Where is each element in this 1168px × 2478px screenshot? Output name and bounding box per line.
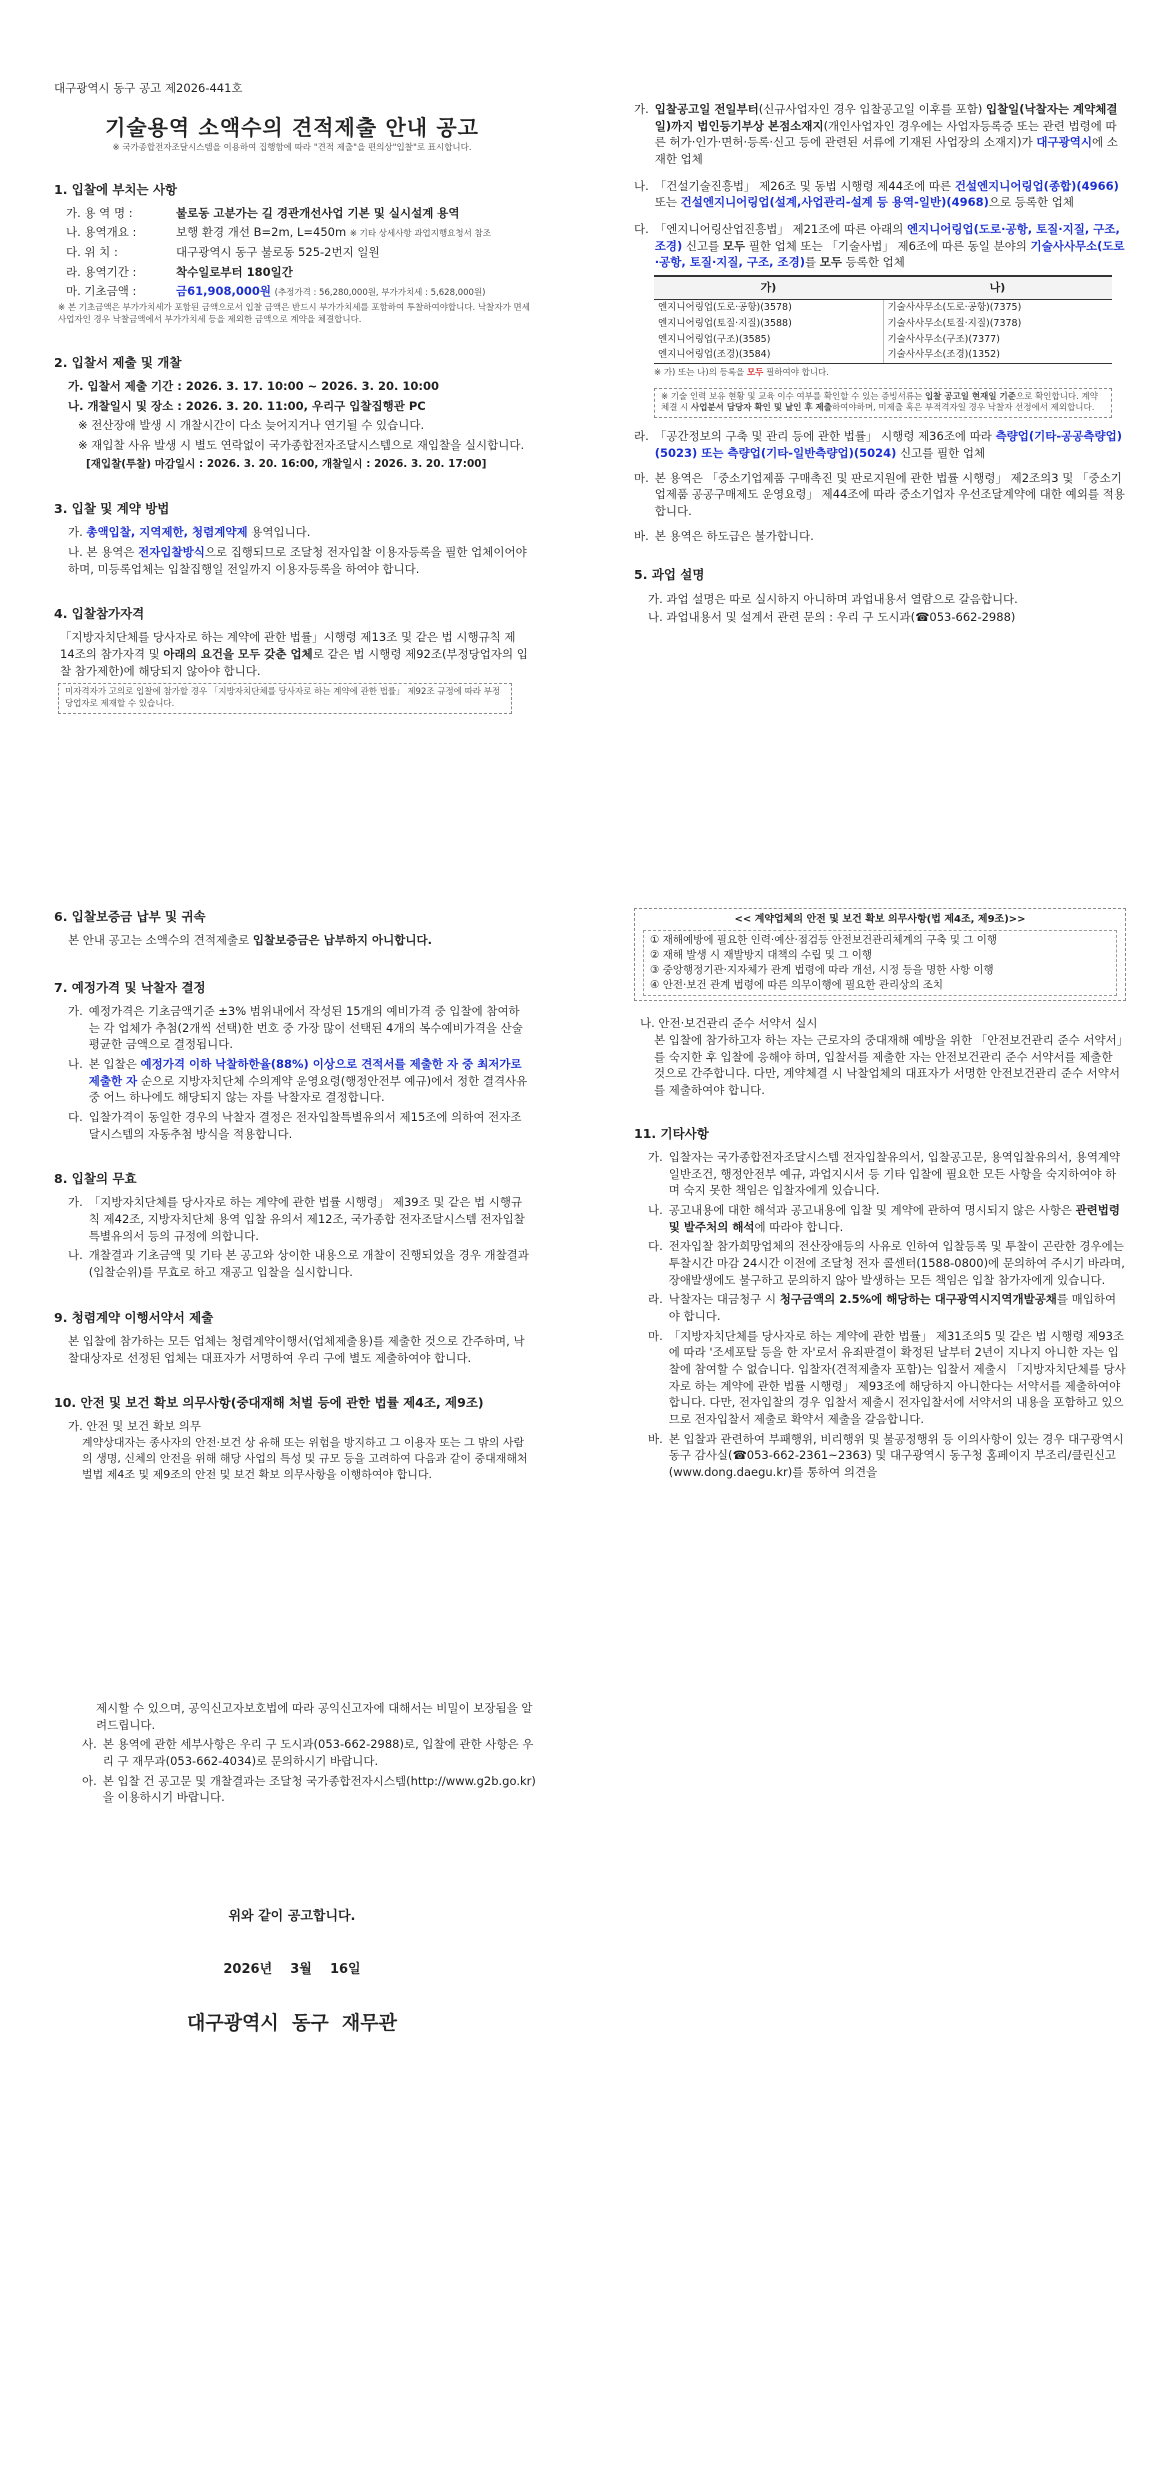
closing-date: 2026년 3월 16일 <box>223 1961 361 1977</box>
evidence-documents-box: ※ 기술 인력 보유 현황 및 교육 이수 여부를 확인할 수 있는 증빙서류는 입찰 공고일 현재일 기준으로 확인합니다. 계약체결 시 사업분서 담당자 확인 및 날인 후 제출하여야하며, 미제출 혹은 부적격자일 경우 낙찰자 선정에서 제외합니다. <box>654 388 1112 419</box>
safety-box-list <box>643 930 1117 997</box>
bid-item-label: 다. 위 치 : <box>66 245 118 260</box>
price-item-ga: 가. 예정가격은 기초금액기준 ±3% 범위내에서 작성된 15개의 예비가격 중 입찰에 참여하는 각 업체가 추첨(2개씩 선택)한 번호 중 가장 많이 선택된 4개의 복수예비가격을 산술평균한 금액으로 결정됩니다. <box>68 1003 523 1052</box>
closing-block <box>54 1908 530 2037</box>
misc-item-da: 다. 전자입찰 참가희망업체의 전산장애등의 사유로 인하여 입찰등록 및 투찰이 곤란한 경우에는 투찰시간 마감 24시간 이전에 조달청 전자 콜센터(1588-0800)에 문의하여 주시기 바라며, 장애발생에도 불구하고 문의하지 않아 발생하는 모든 책임은 입찰 참가자에게 있습니다. <box>648 1239 1125 1287</box>
bid-item-value: 불로동 고분가는 길 경관개선사업 기본 및 실시설계 용역 <box>176 205 460 220</box>
bid-item-row <box>54 205 530 222</box>
section-10-heading: 10. 안전 및 보건 확보 의무사항(중대재해 처벌 등에 관한 법률 제4조, 제9조) <box>54 1395 484 1411</box>
eligibility-item-ga: 가. 입찰공고일 전일부터(신규사업자인 경우 입찰공고일 이후를 포함) 입찰일(낙찰자는 계약체결일)까지 법인등기부상 본점소재지(개인사업자인 경우에는 사업자등록증 또는 관련 법령에 따른 허가·인가·면허·등록·신고 등에 관련된 서류에 기재된 사업장의 소재지)가 대구광역시에 소재한 업체 <box>634 102 1118 167</box>
bid-item-value: 착수일로부터 180일간 <box>176 264 293 279</box>
section-11-heading: 11. 기타사항 <box>634 1125 709 1141</box>
table-row: 엔지니어링업(토질·지질)(3588) 기술사사무소(토질·지질)(7378) <box>654 316 1112 332</box>
section-5-heading: 5. 과업 설명 <box>634 567 705 583</box>
contract-method <box>54 524 530 577</box>
bid-item-row <box>54 244 530 261</box>
task-explanation-a: 가. 과업 설명은 따로 실시하지 아니하며 과업내용서 열람으로 갈음합니다. <box>648 591 1018 606</box>
submission-info <box>54 378 530 472</box>
misc-item-ga: 가. 입찰자는 국가종합전자조달시스템 전자입찰유의서, 입찰공고문, 용역입찰유의서, 용역계약 일반조건, 행정안전부 예규, 과업지시서 등 기타 입찰에 필요한 모든 사항을 숙지하여야 하며 숙지 못한 책임은 입찰자에게 있습니다. <box>648 1149 1121 1198</box>
bid-item-note: (추정가격 : 56,280,000원, 부가가치세 : 5,628,000원) <box>274 288 486 299</box>
closing-line: 위와 같이 공고합니다. <box>228 1909 356 1924</box>
bid-item-note: ※ 기타 상세사항 과업지행요청서 참조 <box>349 229 491 240</box>
list-item: ④ 안전·보건 관계 법령에 따른 의무이행에 필요한 관리상의 조치 <box>650 979 944 992</box>
contract-method-b: 나. 본 용역은 전자입찰방식으로 집행되므로 조달청 전자입찰 이용자등록을 필한 업체이어야 하며, 미등록업체는 입찰집행일 전일까지 이용자등록을 하여야 합니다. <box>68 544 527 576</box>
license-table-header: 나) <box>883 276 1112 299</box>
eligibility-paragraph: 「지방자치단체를 당사자로 하는 계약에 관한 법률」시행령 제13조 및 같은 법 시행규칙 제14조의 참가자격 및 아래의 요건을 모두 갖춘 업체로 같은 법 시행령 제92조(부정당업자의 입찰 참가제한)에 해당되지 않아야 합니다. <box>60 630 528 678</box>
issuer-name: 대구광역시 동구 재무관 <box>187 2011 397 2034</box>
safety-duty-a-text: 계약상대자는 종사자의 안전·보건 상 유해 또는 위험을 방지하고 그 이용자 또는 그 밖의 사람의 생명, 신체의 안전을 위해 해당 사업의 특성 및 규모 등을 고려하여 다음과 같이 중대재해처벌법 제4조 및 제9조의 안전 및 보건 확보 의무사항을 이행하여야 합니다. <box>82 1436 528 1481</box>
page2-right-column <box>634 904 1126 1484</box>
misc-item-ra: 라. 낙찰자는 대금청구 시 청구금액의 2.5%에 해당하는 대구광역시지역개발공채를 매입하여야 합니다. <box>648 1292 1117 1323</box>
region-restriction: 대구광역시 <box>1036 135 1092 150</box>
safety-pledge <box>634 1015 1126 1098</box>
safety-duty-a: 가. 안전 및 보건 확보 의무 <box>68 1419 202 1434</box>
section-8-heading: 8. 입찰의 무효 <box>54 1171 137 1187</box>
section-7-heading: 7. 예정가격 및 낙찰자 결정 <box>54 979 206 995</box>
document-title: 기술용역 소액수의 견적제출 안내 공고 <box>105 115 479 140</box>
misc-item-sa: 사. 본 용역에 관한 세부사항은 우리 구 도시과(053-662-2988)로, 입찰에 관한 사항은 우리 구 재무과(053-662-4034)로 문의하시기 바랍니다. <box>82 1737 534 1769</box>
section-1-heading: 1. 입찰에 부치는 사항 <box>54 181 178 197</box>
list-item: ③ 중앙행정기관·지자체가 관계 법령에 따라 개선, 시정 등을 명한 사항 이행 <box>650 963 994 976</box>
base-price-note: ※ 본 기초금액은 부가가치세가 포함된 금액으로서 입찰 금액은 반드시 부가가치세를 포함하여 투찰하여야합니다. 낙찰자가 면세 사업자인 경우 낙찰금액에서 부가가치세 등을 제외한 금액으로 계약을 체결합니다. <box>58 303 530 325</box>
contract-method-a: 가. 총액입찰, 지역제한, 청렴계약제 용역입니다. <box>68 525 311 540</box>
misc-item-ba-continued: 제시할 수 있으며, 공익신고자보호법에 따라 공익신고자에 대해서는 비밀이 보장됨을 알려드립니다. <box>96 1701 533 1732</box>
price-and-winner <box>54 1003 530 1142</box>
invalidity-item-ga: 가. 「지방자치단체를 당사자로 하는 계약에 관한 법률 시행령」 제39조 및 같은 법 시행규칙 제42조, 지방자치단체 용역 입찰 유의서 제12조, 국가종합 전자조달시스템 전자입찰 특별유의서 등의 규정에 의합니다. <box>68 1195 525 1243</box>
opening-note-1: ※ 전산장애 발생 시 개찰시간이 다소 늦어지거나 연기될 수 있습니다. <box>78 418 425 433</box>
table-row: 엔지니어링업(조경)(3584) 기술사사무소(조경)(1352) <box>654 347 1112 363</box>
safety-pledge-text: 본 입찰에 참가하고자 하는 자는 근로자의 중대재해 예방을 위한 「안전보건관리 준수 서약서」를 숙지한 후 입찰에 응해야 하며, 입찰서를 제출한 자는 안전보건관리 준수 서약서를 제출한 것으로 간주합니다. 다만, 계약체결 시 낙찰업체의 대표자가 서명한 안전보건관리 준수 서약서를 제출하여야 합니다. <box>654 1033 1123 1098</box>
opening-datetime: 나. 개찰일시 및 장소 : 2026. 3. 20. 11:00, 우리구 입찰집행관 PC <box>68 398 426 413</box>
title-note: ※ 국가종합전자조달시스템을 이용하여 집행함에 따라 "견적 제출"을 편의상"입찰"로 표시합니다. <box>112 143 472 154</box>
eligibility-item-da: 다. 「엔지니어링산업진흥법」 제21조에 따른 아래의 엔지니어링업(도로·공항, 토질·지질, 구조, 조경) 신고를 모두 필한 업체 또는 「기술사법」 제6조에 따른 동일 분야의 기술사사무소(도로·공항, 토질·지질, 구조, 조경)를 모두 등록한 업체 <box>634 222 1125 270</box>
disqualification-warning-box: 미자격자가 고의로 입찰에 참가할 경우 「지방자치단체를 당사자로 하는 계약에 관한 법률」 제92조 규정에 따라 부정당업자로 제재할 수 있습니다. <box>58 683 512 714</box>
bid-item-label: 마. 기초금액 : <box>66 284 137 299</box>
rebid-schedule: [재입찰(투찰) 마감일시 : 2026. 3. 20. 16:00, 개찰일시 : 2026. 3. 20. 17:00] <box>86 457 487 470</box>
safety-duties <box>54 1418 530 1482</box>
e-bid-method: 전자입찰방식 <box>138 544 205 559</box>
license-table-note: ※ 가) 또는 나)의 등록을 모두 필하여야 합니다. <box>654 368 829 379</box>
winner-criteria: 예정가격 이하 낙찰하한율(88%) 이상으로 견적서를 제출한 자 중 최저가로 제출한 자 <box>88 1056 522 1088</box>
bid-item-row <box>54 264 530 281</box>
bid-invalidity <box>54 1194 530 1280</box>
page1-left-column <box>54 80 530 718</box>
invalidity-item-na: 나. 개찰결과 기초금액 및 기타 본 공고와 상이한 내용으로 개찰이 진행되었을 경우 개찰결과(입찰순위)를 무효로 하고 재공고 입찰을 실시합니다. <box>68 1248 529 1280</box>
section-9-heading: 9. 청렴계약 이행서약서 제출 <box>54 1309 214 1325</box>
bid-item-row <box>54 283 530 300</box>
integrity-paragraph: 본 입찰에 참가하는 모든 업체는 청렴계약이행서(업체제출용)를 제출한 것으로 간주하며, 낙찰대상자로 선정된 업체는 대표자가 서명하여 우리 구에 별도 제출하여야 합니다. <box>68 1333 525 1365</box>
bid-item-value: 보행 환경 개선 B=2m, L=450m <box>176 225 347 240</box>
bid-item-value: 대구광역시 동구 불로동 525-2번지 일원 <box>176 245 380 260</box>
price-item-da: 다. 입찰가격이 동일한 경우의 낙찰자 결정은 전자입찰특별유의서 제15조에 의하여 전자조달시스템의 자동추첨 방식을 적용합니다. <box>68 1109 522 1141</box>
eligibility-emphasis: 아래의 요건을 모두 갖춘 업체 <box>163 646 313 661</box>
page2-left-column <box>54 908 530 1483</box>
eligibility-item-na: 나. 「건설기술진흥법」 제26조 및 동법 시행령 제44조에 따른 건설엔지니어링업(종합)(4966) 또는 건설엔지니어링업(설계,사업관리-설계 등 용역-일반)(4968)으로 등록한 업체 <box>634 178 1119 210</box>
section-3-heading: 3. 입찰 및 계약 방법 <box>54 501 170 517</box>
safety-pledge-heading: 나. 안전·보건관리 준수 서약서 실시 <box>640 1016 818 1031</box>
license-table <box>654 275 1112 364</box>
table-row: 엔지니어링업(도로·공항)(3578) 기술사사무소(도로·공항)(7375) <box>654 299 1112 315</box>
table-row: 엔지니어링업(구조)(3585) 기술사사무소(구조)(7377) <box>654 332 1112 348</box>
eligibility-item-ba: 바. 본 용역은 하도급은 불가합니다. <box>634 528 814 543</box>
bid-bond-paragraph: 본 안내 공고는 소액수의 견적제출로 입찰보증금은 납부하지 아니합니다. <box>68 933 432 948</box>
bid-item-value: 금61,908,000원 <box>176 284 271 299</box>
notice-number: 대구광역시 동구 공고 제2026-441호 <box>54 81 243 95</box>
misc-item-ma: 마. 「지방자치단체를 당사자로 하는 계약에 관한 법률」 제31조의5 및 같은 법 시행령 제93조에 따라 '조세포탈 등을 한 자'로서 유죄판결이 확정된 날부터 2년이 지나지 아니한 자는 입찰에 참여할 수 없습니다. 입찰자(견적제출자 포함)는 입찰서 제출시 「지방자치단체를 당사자로 하는 계약에 관한 법률 시행령」 제93조에 해당하지 아니한다는 서약서를 제출하여야 합니다. 다만, 전자입찰의 경우 입찰서 제출시 전자입찰서에 서약서의 내용을 포함하고 있으므로 전자입찰서 제출로 확약서 제출을 갈음합니다. <box>648 1328 1126 1426</box>
section-4-heading: 4. 입찰참가자격 <box>54 606 145 622</box>
submission-period: 가. 입찰서 제출 기간 : 2026. 3. 17. 10:00 ~ 2026. 3. 20. 10:00 <box>68 379 439 394</box>
license-table-header: 가) <box>654 276 883 299</box>
bid-item-label: 나. 용역개요 : <box>66 225 137 240</box>
bid-item-label: 가. 용 역 명 : <box>66 205 133 220</box>
contract-type: 총액입찰, 지역제한, 청렴계약제 <box>86 525 248 540</box>
price-item-na: 나. 본 입찰은 예정가격 이하 낙찰하한율(88%) 이상으로 견적서를 제출한 자 중 최저가로 제출한 자 순으로 지방자치단체 수의계약 운영요령(행정안전부 예규)에서 정한 결격사유 중 어느 하나에도 해당되지 않는 자를 낙찰자로 결정합니다. <box>68 1056 528 1105</box>
bid-item-label: 라. 용역기간 : <box>66 264 137 279</box>
task-explanation <box>634 591 1126 626</box>
misc-item-ba: 바. 본 입찰과 관련하여 부패행위, 비리행위 및 불공정행위 등 이의사항이 있는 경우 대구광역시 동구 감사실(☎053-662-2361~2363) 및 대구광역시 동구청 홈페이지 부조리/클린신고(www.dong.daegu.kr)를 통하여 의견을 <box>648 1431 1124 1479</box>
misc-item-aa: 아. 본 입찰 건 공고문 및 개찰결과는 조달청 국가종합전자시스템(http://www.g2b.go.kr)을 이용하시기 바랍니다. <box>82 1773 536 1805</box>
safety-obligations-box <box>634 908 1126 1001</box>
section-6-heading: 6. 입찰보증금 납부 및 귀속 <box>54 909 206 924</box>
bid-bond-emphasis: 입찰보증금은 납부하지 아니합니다. <box>252 933 432 948</box>
bid-items-list <box>54 205 530 326</box>
list-item: ② 재해 발생 시 재발방지 대책의 수립 및 그 이행 <box>650 948 873 961</box>
safety-box-title: << 계약업체의 안전 및 보건 확보 의무사항(법 제4조, 제9조)>> <box>734 914 1026 925</box>
misc-items <box>634 1149 1126 1481</box>
list-item: ① 재해예방에 필요한 인력·예산·점검등 안전보건관리체계의 구축 및 그 이행 <box>650 933 998 946</box>
license-table-wrap <box>634 275 1126 418</box>
eligibility-item-ra: 라. 「공간정보의 구축 및 관리 등에 관한 법률」 시행령 제36조에 따라 측량업(기타-공공측량업)(5023) 또는 측량업(기타-일반측량업)(5024) 신고를 필한 업체 <box>634 429 1122 461</box>
eligibility-item-ma: 마. 본 용역은 「중소기업제품 구매촉진 및 판로지원에 관한 법률 시행령」 제2조의3 및 「중소기업제품 공공구매제도 운영요령」 제44조에 따라 중소기업자 우선조달계약에 대한 예외를 적용합니다. <box>634 470 1125 519</box>
bid-item-row <box>54 224 530 241</box>
misc-item-na: 나. 공고내용에 대한 해석과 공고내용에 입찰 및 계약에 관하여 명시되지 않은 사항은 관련법령 및 발주처의 해석에 따라야 합니다. <box>648 1202 1121 1234</box>
section-2-heading: 2. 입찰서 제출 및 개찰 <box>54 355 182 370</box>
task-explanation-b: 나. 과업내용서 및 설계서 관련 문의 : 우리 구 도시과(☎053-662-2988) <box>648 610 1016 625</box>
opening-note-2: ※ 재입찰 사유 발생 시 별도 연락없이 국가종합전자조달시스템으로 재입찰을 실시합니다. <box>78 438 525 453</box>
page1-right-column <box>634 98 1126 628</box>
page3-column <box>82 1700 542 1809</box>
